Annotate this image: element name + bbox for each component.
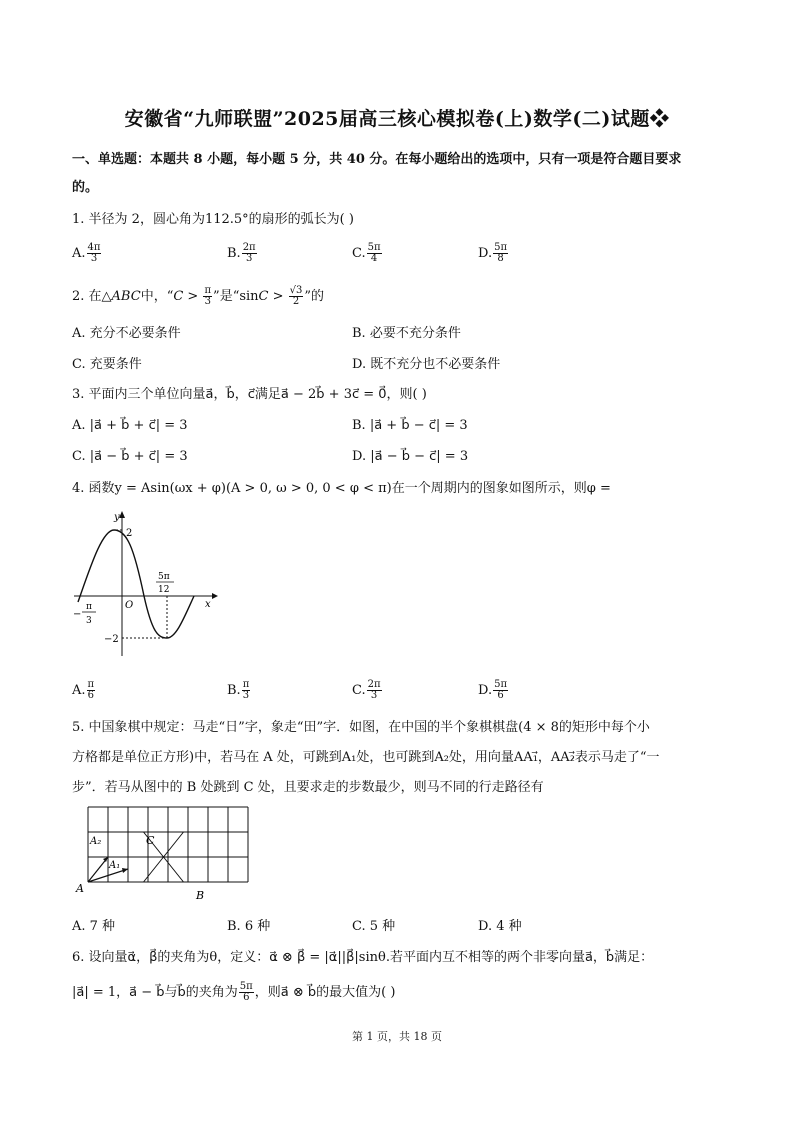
- question-2: 2. 在△ABC中，“C > $\frac{\pi}{3}$ ”是“sinC > $\frac{√3}{2}$ ”的: [72, 285, 325, 307]
- question-5-line-2: 方格都是单位正方形)中，若马在 A 处，可跳到A₁处，也可跳到A₂处，用向量AA₁⃗，AA₂⃗表示马走了“一: [72, 750, 660, 765]
- q2-option-b: B. 必要不充分条件: [352, 326, 461, 341]
- question-6-line-2: |a⃗| = 1，a⃗ − b⃗与b⃗的夹角为 $\frac{5\pi}{6}$ ，则a⃗ ⊗ b⃗的最大值为( ): [72, 981, 396, 1003]
- y-axis-arrow: [119, 511, 125, 518]
- q2-option-d: D. 既不充分也不必要条件: [352, 357, 501, 372]
- q5-option-a: A. 7 种: [72, 919, 116, 934]
- point-a-label: A: [76, 882, 84, 895]
- section-heading: 一、单选题：本题共 8 小题，每小题 5 分，共 40 分。在每小题给出的选项中，只有一项是符合题目要求: [72, 152, 682, 167]
- origin-label: O: [125, 600, 134, 611]
- min-x-num: 5π: [158, 572, 170, 582]
- page-footer: 第 1 页，共 18 页: [352, 1030, 442, 1043]
- q4-options: [72, 680, 732, 702]
- point-a1-label: A₁: [109, 860, 121, 871]
- chess-board: [74, 806, 250, 906]
- q1-option-d: D. $\frac{5\pi}{8}$: [478, 242, 508, 264]
- section-heading-cont: 的。: [72, 180, 99, 195]
- q3-option-a: A. |a⃗ + b⃗ + c⃗| = 3: [72, 418, 188, 433]
- question-3: 3. 平面内三个单位向量a⃗，b⃗，c⃗满足a⃗ − 2b⃗ + 3c⃗ = 0⃗，则( ): [72, 387, 427, 402]
- page-title: 安徽省“九师联盟”2025届高三核心模拟卷(上)数学(二)试题❖: [124, 108, 670, 130]
- q1-options: [72, 243, 732, 265]
- y-axis-label: y: [114, 512, 120, 523]
- x-axis-arrow: [212, 593, 218, 599]
- q2-option-a: A. 充分不必要条件: [72, 326, 181, 341]
- point-b-label: B: [196, 889, 205, 902]
- q3-option-d: D. |a⃗ − b⃗ − c⃗| = 3: [352, 449, 469, 464]
- q5-options: [72, 915, 732, 937]
- q4-option-a: A. $\frac{\pi}{6}$: [72, 679, 95, 701]
- sine-curve: [78, 530, 194, 638]
- left-zero-num: π: [86, 602, 92, 612]
- question-4: 4. 函数y = Asin(ωx + φ)(A > 0, ω > 0, 0 < φ < π)在一个周期内的图象如图所示，则φ =: [72, 481, 611, 496]
- q3-options-row2: [72, 449, 732, 471]
- q4-option-c: C. $\frac{2\pi}{3}$: [352, 679, 381, 701]
- q4-option-b: B. $\frac{\pi}{3}$: [227, 679, 250, 701]
- q2-option-c: C. 充要条件: [72, 357, 142, 372]
- q4-option-d: D. $\frac{5\pi}{6}$: [478, 679, 508, 701]
- question-5-line-1: 5. 中国象棋中规定：马走“日”字，象走“田”字．如图，在中国的半个象棋棋盘(4 × 8的矩形中每个小: [72, 720, 650, 735]
- q2-options-row1: [72, 322, 732, 344]
- q3-options-row1: [72, 418, 732, 440]
- left-zero-den: 3: [86, 616, 92, 626]
- q5-option-c: C. 5 种: [352, 919, 396, 934]
- max-label: 2: [126, 528, 133, 539]
- q5-option-d: D. 4 种: [478, 919, 522, 934]
- q1-option-b: B. $\frac{2\pi}{3}$: [227, 242, 256, 264]
- q1-option-a: A. $\frac{4\pi}{3}$: [72, 242, 101, 264]
- sine-graph: [72, 508, 222, 658]
- q1-option-c: C. $\frac{5\pi}{4}$: [352, 242, 381, 264]
- q3-option-b: B. |a⃗ + b⃗ − c⃗| = 3: [352, 418, 468, 433]
- q2-options-row2: [72, 353, 732, 375]
- point-c-label: C: [146, 834, 155, 847]
- min-x-den: 12: [158, 585, 170, 595]
- question-5-line-3: 步”．若马从图中的 B 处跳到 C 处，且要求走的步数最少，则马不同的行走路径有: [72, 780, 544, 795]
- q3-option-c: C. |a⃗ − b⃗ + c⃗| = 3: [72, 449, 188, 464]
- question-1: 1. 半径为 2，圆心角为112.5°的扇形的弧长为( ): [72, 212, 354, 227]
- point-a2-label: A₂: [90, 836, 102, 847]
- q5-option-b: B. 6 种: [227, 919, 271, 934]
- min-label: −2: [104, 634, 119, 645]
- x-axis-label: x: [205, 599, 211, 610]
- question-6-line-1: 6. 设向量α⃗，β⃗的夹角为θ，定义：α⃗ ⊗ β⃗ = |α⃗||β⃗|sinθ.若平面内互不相等的两个非零向量a⃗，b⃗满足：: [72, 950, 654, 965]
- left-zero-sign: −: [73, 609, 82, 620]
